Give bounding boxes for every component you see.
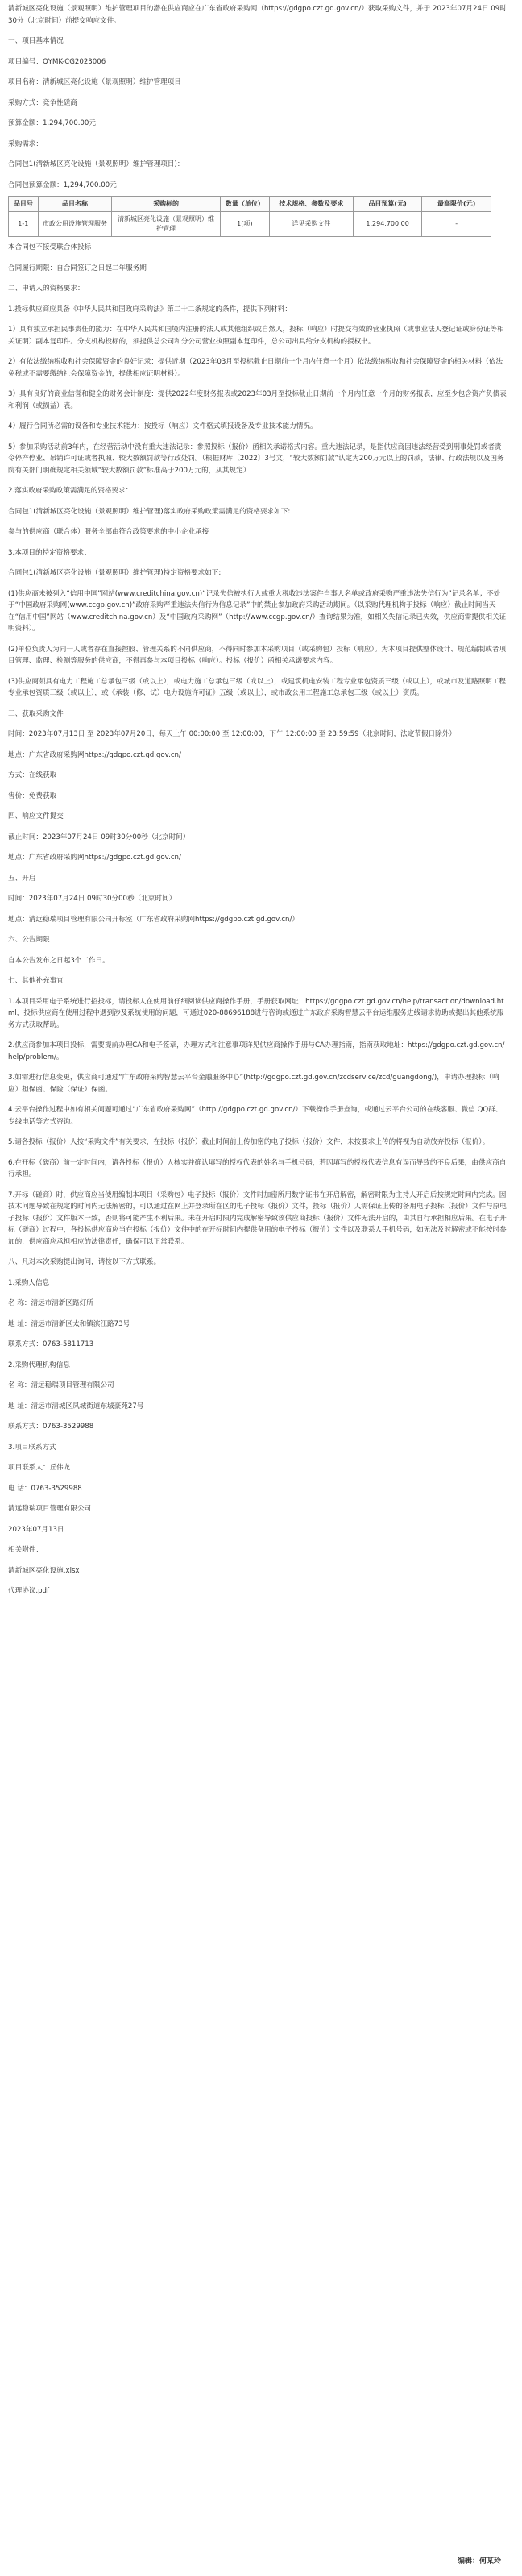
project-contact-phone: 电 话：0763-3529988 <box>8 1484 82 1493</box>
signing-company: 清远稳瑞项目管理有限公司 <box>8 1505 92 1513</box>
supplement-1: 1.本项目采用电子系统进行招投标，请投标人在使用前仔细阅读供应商操作手册，手册获取网址：https://gdgpo.czt.gd.gov.cn/help/transaction/download.html，投标供应商在使用过程中遇到涉及系统使用的问题，可通过020-88696188进行咨询或通过广东政府采购智慧云平台运维服务进线请求协助或提出其他系统服务方式获取帮助。 <box>8 997 504 1029</box>
requirement-2-detail: 合同包1(清新城区亮化设施（景观照明）维护管理)落实政府采购政策需满足的资格要求如下: <box>8 507 291 516</box>
attachment-link-xlsx[interactable]: 清新城区亮化设施.xlsx <box>8 1566 80 1575</box>
supplement-3: 3.如需进行信息变更，供应商可通过“广东政府采购智慧云平台金融服务中心”(http://gdgpo.czt.gd.gov.cn/zcdservice/zcd/guangdong/)，申请办理投标（响应）担保函、保险（保证）保函。 <box>8 1074 499 1094</box>
section-6-title: 六、公告期限 <box>8 936 50 944</box>
col-max-price: 最高限价(元) <box>422 197 491 212</box>
contract-term: 合同履行期限：自合同签订之日起二年服务期 <box>8 264 147 272</box>
budget-amount: 预算金额：1,294,700.00元 <box>8 119 96 127</box>
signing-date: 2023年07月13日 <box>8 1525 64 1534</box>
agent-info-title: 2.采购代理机构信息 <box>8 1361 70 1369</box>
col-quantity: 数量（单位） <box>220 197 269 212</box>
requirement-1: 1.投标供应商应具备《中华人民共和国政府采购法》第二十二条规定的条件，提供下列材料： <box>8 305 292 314</box>
supplement-5: 5.请各投标（报价）人按“采购文件”有关要求，在投标（报价）截止时间前上传加密的电子投标（报价）文件，未按要求上传的将视为自动放弃投标（报价）。 <box>8 1138 490 1146</box>
editor-credit: 编辑：何某玲 <box>457 2557 501 2566</box>
buyer-address: 地 址：清远市清新区太和镇滨江路73号 <box>8 1319 130 1328</box>
opening-time: 时间：2023年07月24日 09时30分00秒（北京时间） <box>8 895 176 903</box>
requirement-3-detail: 合同包1(清新城区亮化设施（景观照明）维护管理)特定资格要求如下: <box>8 569 222 577</box>
agent-address: 地 址：清远市清城区凤城街道东城豪苑27号 <box>8 1402 144 1411</box>
items-table <box>8 196 491 237</box>
cell-max-price: - <box>422 212 491 237</box>
announcement-body <box>8 0 508 1598</box>
cell-specs: 详见采购文件 <box>269 212 353 237</box>
requirement-1-item-2: 2）有依法缴纳税收和社会保障资金的良好记录：提供近期（2023年03月至投标截止日期前一个月内任意一个月）依法缴纳税收和社会保障资金的相关材料（依法免税或不需要缴纳社会保障资金的，提供相应证明材料）。 <box>8 358 503 378</box>
intro-paragraph: 清新城区亮化设施（景观照明）维护管理项目的潜在供应商应在广东省政府采购网（https://gdgpo.czt.gd.gov.cn/）获取采购文件，并于 2023年07月24日 09时30分（北京时间）前提交响应文件。 <box>8 5 507 25</box>
requirement-1-item-1: 1）具有独立承担民事责任的能力：在中华人民共和国境内注册的法人或其他组织或自然人，投标（响应）时提交有效的营业执照（或事业法人登记证或身份证等相关证明）副本复印件。分支机构投标的，须提供总公司和分公司营业执照副本复印件，总公司出具给分支机构的授权书。 <box>8 326 504 346</box>
specific-requirement-1: (1)供应商未被列入“信用中国”网站(www.creditchina.gov.cn)“记录失信被执行人或重大税收违法案件当事人名单或政府采购严重违法失信行为”记录名单；不处于“中国政府采购网(www.ccgp.gov.cn)”政府采购严重违法失信行为信息记录”中的禁止参加政府采购活动期间。（以采购代理机构于投标（响应）截止时间当天在“信用中国”网站（www.creditchina.gov.cn）及“中国政府采购网”（http://www.ccgp.gov.cn/）查询结果为准，如相关失信记录已失效，供应商需提供相关证明资料）。 <box>8 589 507 633</box>
requirement-2: 2.落实政府采购政策需满足的资格要求： <box>8 487 133 495</box>
agent-name: 名 称：清远稳瑞项目管理有限公司 <box>8 1381 114 1390</box>
table-row <box>9 212 491 237</box>
requirement-1-item-3: 3）具有良好的商业信誉和健全的财务会计制度：提供2022年度财务报表或2023年03月至投标截止日期前一个月内任意一个月的财务报表，应至少包含资产负债表和利润（或损益）表。 <box>8 390 507 410</box>
project-contact-title: 3.项目联系方式 <box>8 1443 56 1452</box>
col-specs: 技术规格、参数及要求 <box>269 197 353 212</box>
supplement-2: 2.供应商参加本项目投标，需要提前办理CA和电子签章，办理方式和注意事项详见供应商操作手册与CA办理指南，指南获取地址：https://gdgpo.czt.gd.gov.cn/help/problem/。 <box>8 1041 505 1062</box>
cell-target: 清新城区亮化设施（景观照明）维护管理 <box>112 212 220 237</box>
attachments-title: 相关附件： <box>8 1546 43 1554</box>
cell-item-no: 1-1 <box>9 212 39 237</box>
section-7-title: 七、其他补充事宜 <box>8 977 64 985</box>
attachment-link-pdf[interactable]: 代理协议.pdf <box>8 1587 50 1595</box>
document-place: 地点：广东省政府采购网https://gdgpo.czt.gd.gov.cn/ <box>8 750 181 759</box>
document-time: 时间：2023年07月13日 至 2023年07月20日，每天上午 00:00:00 至 12:00:00，下午 12:00:00 至 23:59:59（北京时间，法定节假日除外） <box>8 730 456 738</box>
agent-phone: 联系方式：0763-3529988 <box>8 1423 94 1431</box>
section-1-title: 一、项目基本情况 <box>8 37 64 45</box>
cell-item-budget: 1,294,700.00 <box>353 212 422 237</box>
buyer-info-title: 1.采购人信息 <box>8 1278 50 1287</box>
buyer-name: 名 称：清远市清新区路灯所 <box>8 1299 93 1307</box>
supplement-7: 7.开标（磋商）时，供应商应当使用编制本项目（采购包）电子投标（报价）文件时加密所用数字证书在开启解密，解密时限为主持人开启后按规定时间内完成。因技术问题导致在规定的时间内无法解密的，可以通过在网上并登录所在区的电子投标（报价）文件，投标（报价）人需保证上传的备用电子投标（报价）文件与原电子投标（报价）文件版本一致，否则将可能产生不利后果。未在开启时限内完成解密导致该供应商投标（报价）文件无法开启的，由其自行承担相应后果。在电子开标（磋商）过程中，各投标供应商应当在投标（报价）文件中的在开标时间内提供备用的电子投标（报价）文件以及联系人手机号码，如无法及时解密或不能按时参加的，供应商应承担相应的法律责任，确保可以正常联系。 <box>8 1190 507 1246</box>
no-consortium-note: 本合同包不接受联合体投标 <box>8 243 92 251</box>
announcement-period: 自本公告发布之日起3个工作日。 <box>8 956 110 965</box>
opening-place: 地点：清远稳瑞项目管理有限公司开标室（广东省政府采购网https://gdgpo.czt.gd.gov.cn/） <box>8 915 299 924</box>
contract-package: 合同包1(清新城区亮化设施（景观照明）维护管理项目)： <box>8 160 184 168</box>
section-2-title: 二、申请人的资格要求： <box>8 285 85 293</box>
package-budget: 合同包预算金额：1,294,700.00元 <box>8 181 117 189</box>
project-name: 项目名称：清新城区亮化设施（景观照明）维护管理项目 <box>8 78 181 86</box>
cell-quantity: 1(项) <box>220 212 269 237</box>
items-table-header <box>9 197 491 212</box>
requirement-1-item-4: 4）履行合同所必需的设备和专业技术能力：按投标（响应）文件格式填报设备及专业技术能力情况。 <box>8 422 317 430</box>
section-3-title: 三、获取采购文件 <box>8 709 64 718</box>
submission-deadline: 截止时间：2023年07月24日 09时30分00秒（北京时间） <box>8 833 190 841</box>
specific-requirement-3: (3)供应商须具有电力工程施工总承包三级（或以上），或电力施工总承包三级（或以上），或建筑机电安装工程专业承包资质三级（或以上），或城市及道路照明工程专业承包资质三级（或以上），或《承装（修、试）电力设施许可证》五级（或以上），或市政公用工程施工总承包三级（或以上）资质。 <box>8 677 507 697</box>
section-4-title: 四、响应文件提交 <box>8 812 64 821</box>
requirement-2-sme: 参与的供应商（联合体）服务全部由符合政策要求的中小企业承接 <box>8 528 209 536</box>
procurement-needs-label: 采购需求： <box>8 139 43 148</box>
submission-place: 地点：广东省政府采购网https://gdgpo.czt.gd.gov.cn/ <box>8 854 181 862</box>
col-item-budget: 品目预算(元) <box>353 197 422 212</box>
cell-item-name: 市政公用设施管理服务 <box>38 212 112 237</box>
project-contact-person: 项目联系人：丘伟龙 <box>8 1464 71 1472</box>
project-number: 项目编号：QYMK-CG2023006 <box>8 57 106 66</box>
col-item-name: 品目名称 <box>38 197 112 212</box>
section-5-title: 五、开启 <box>8 874 36 883</box>
requirement-3: 3.本项目的特定资格要求： <box>8 548 91 557</box>
col-target: 采购标的 <box>112 197 220 212</box>
document-method: 方式：在线获取 <box>8 771 57 779</box>
buyer-phone: 联系方式：0763-5811713 <box>8 1340 94 1348</box>
specific-requirement-2: (2)单位负责人为同一人或者存在直接控股、管理关系的不同供应商，不得同时参加本采购项目（或采购包）投标（响应）。为本项目提供整体设计、规范编制或者项目管理、监理、检测等服务的供应商，不得再参与本项目投标（响应）。投标（报价）函相关承诺要求内容。 <box>8 645 507 665</box>
supplement-4: 4.云平台操作过程中如有相关问题可通过“广东省政府采购网”（http://gdgpo.czt.gd.gov.cn/）下载操作手册查询，或通过云平台公司的在线客服、微信 QQ群、专线电话等方式咨询。 <box>8 1106 503 1126</box>
document-price: 售价：免费获取 <box>8 791 57 800</box>
procurement-method: 采购方式：竞争性磋商 <box>8 98 77 107</box>
section-8-title: 八、凡对本次采购提出询问，请按以下方式联系。 <box>8 1258 161 1266</box>
requirement-1-item-5: 5）参加采购活动前3年内，在经营活动中没有重大违法记录：参照投标（报价）函相关承诺格式内容。重大违法记录，是指供应商因违法经营受到刑事处罚或者责令停产停业、吊销许可证或者执照、较大数额罚款等行政处罚。（根据财库〔2022〕3号文，“较大数额罚款”认定为200万元以上的罚款，法律、行政法规以及国务院有关部门明确规定相关领域“较大数额罚款”标准高于200万元的，从其规定） <box>8 442 504 475</box>
supplement-6: 6.在开标（磋商）前一定时间内，请各投标（报价）人核实并确认填写的授权代表的姓名与手机号码，若因填写的授权代表信息有误而导致的不良后果，由供应商自行承担。 <box>8 1158 507 1178</box>
col-item-no: 品目号 <box>9 197 39 212</box>
